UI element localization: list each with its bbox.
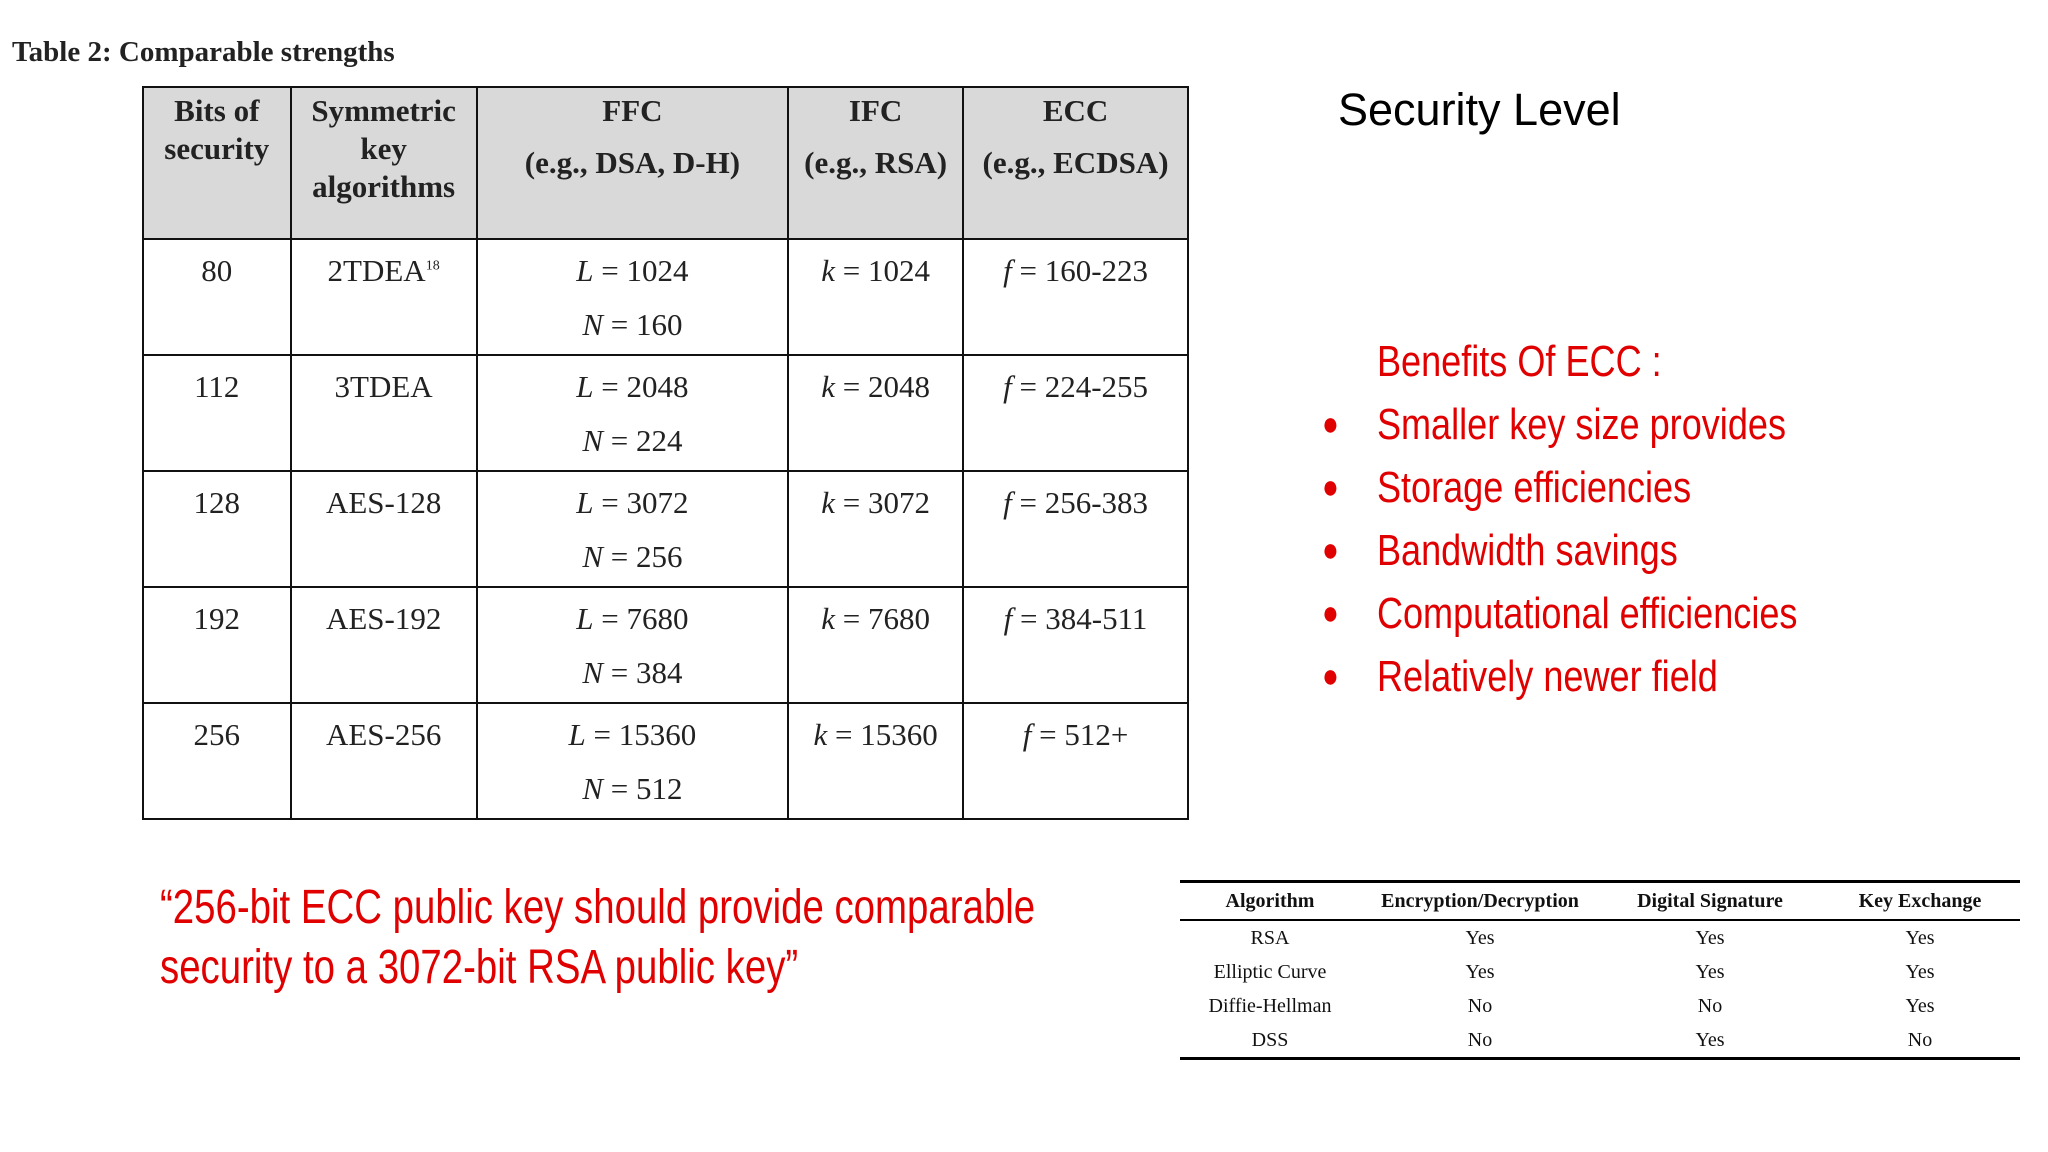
algos-header-signature: Digital Signature bbox=[1600, 882, 1820, 921]
algos-row bbox=[1180, 920, 2020, 955]
cell-bits: 80 bbox=[143, 239, 291, 355]
algos-cell: No bbox=[1907, 1028, 1933, 1051]
cell-bits: 192 bbox=[143, 587, 291, 703]
algos-row bbox=[1180, 955, 2020, 989]
algos-cell: Yes bbox=[1695, 926, 1725, 949]
algorithm-support-table bbox=[1180, 880, 2020, 1060]
algos-header-row bbox=[1180, 882, 2020, 921]
quote-line-2: security to a 3072-bit RSA public key” bbox=[160, 941, 799, 994]
cell-ifc: k = 15360 bbox=[788, 703, 963, 819]
algos-cell: DSS bbox=[1251, 1028, 1289, 1051]
algos-header-algorithm: Algorithm bbox=[1180, 882, 1360, 921]
benefit-text: Smaller key size provides bbox=[1376, 400, 1787, 449]
cell-symmetric: 2TDEA$^{18}$ bbox=[291, 239, 477, 355]
benefits-of-ecc bbox=[1322, 330, 1797, 708]
benefits-list bbox=[1322, 393, 1797, 708]
table-caption: Table 2: Comparable strengths bbox=[12, 36, 395, 68]
quote-line-1: “256-bit ECC public key should provide comparable bbox=[160, 881, 1036, 934]
cell-ffc: L = 7680 N = 384 bbox=[477, 587, 788, 703]
strengths-row bbox=[143, 703, 1188, 819]
header-symmetric: Symmetric key algorithms bbox=[291, 87, 477, 239]
cell-ffc: L = 1024 N = 160 bbox=[477, 239, 788, 355]
cell-ecc: f = 224-255 bbox=[963, 355, 1188, 471]
benefit-text: Storage efficiencies bbox=[1376, 463, 1692, 512]
bullet-icon: ● bbox=[1322, 531, 1339, 569]
bullet-icon: ● bbox=[1322, 657, 1339, 695]
ecc-rsa-quote bbox=[160, 878, 1035, 998]
strengths-header-row bbox=[143, 87, 1188, 239]
benefit-item bbox=[1322, 582, 1797, 645]
algos-cell: Elliptic Curve bbox=[1213, 960, 1327, 983]
algos-cell: Yes bbox=[1465, 926, 1495, 949]
benefits-heading: Benefits Of ECC : bbox=[1376, 337, 1662, 386]
benefit-text: Computational efficiencies bbox=[1376, 589, 1798, 638]
algos-cell: No bbox=[1467, 1028, 1493, 1051]
algos-cell: Diffie-Hellman bbox=[1208, 994, 1332, 1017]
strengths-row bbox=[143, 587, 1188, 703]
algos-cell: Yes bbox=[1695, 1028, 1725, 1051]
benefit-text: Bandwidth savings bbox=[1376, 526, 1678, 575]
algos-row bbox=[1180, 1023, 2020, 1059]
benefit-item bbox=[1322, 456, 1797, 519]
cell-symmetric: AES-256 bbox=[291, 703, 477, 819]
cell-ecc: f = 384-511 bbox=[963, 587, 1188, 703]
cell-ffc: L = 3072 N = 256 bbox=[477, 471, 788, 587]
benefit-text: Relatively newer field bbox=[1376, 652, 1718, 701]
bullet-icon: ● bbox=[1322, 468, 1339, 506]
algos-cell: Yes bbox=[1465, 960, 1495, 983]
strengths-row bbox=[143, 355, 1188, 471]
cell-bits: 256 bbox=[143, 703, 291, 819]
benefit-item bbox=[1322, 645, 1797, 708]
cell-ifc: k = 7680 bbox=[788, 587, 963, 703]
comparable-strengths-table bbox=[142, 86, 1189, 820]
algos-row bbox=[1180, 989, 2020, 1023]
bullet-icon: ● bbox=[1322, 594, 1339, 632]
algos-cell: No bbox=[1697, 994, 1723, 1017]
cell-symmetric: AES-128 bbox=[291, 471, 477, 587]
benefit-item bbox=[1322, 519, 1797, 582]
cell-ifc: k = 3072 bbox=[788, 471, 963, 587]
cell-ifc: k = 1024 bbox=[788, 239, 963, 355]
header-ffc: FFC (e.g., DSA, D-H) bbox=[477, 87, 788, 239]
header-bits: Bits of security bbox=[143, 87, 291, 239]
cell-ffc: L = 2048 N = 224 bbox=[477, 355, 788, 471]
cell-ffc: L = 15360 N = 512 bbox=[477, 703, 788, 819]
benefit-item bbox=[1322, 393, 1797, 456]
algos-cell: Yes bbox=[1905, 926, 1935, 949]
strengths-row bbox=[143, 239, 1188, 355]
cell-ifc: k = 2048 bbox=[788, 355, 963, 471]
cell-symmetric: 3TDEA bbox=[291, 355, 477, 471]
header-ifc: IFC (e.g., RSA) bbox=[788, 87, 963, 239]
security-level-title: Security Level bbox=[1338, 84, 1621, 135]
algos-cell: No bbox=[1467, 994, 1493, 1017]
algos-cell: Yes bbox=[1905, 994, 1935, 1017]
cell-symmetric: AES-192 bbox=[291, 587, 477, 703]
cell-ecc: f = 160-223 bbox=[963, 239, 1188, 355]
strengths-row bbox=[143, 471, 1188, 587]
cell-bits: 112 bbox=[143, 355, 291, 471]
cell-bits: 128 bbox=[143, 471, 291, 587]
algos-header-encryption: Encryption/Decryption bbox=[1360, 882, 1600, 921]
bullet-icon: ● bbox=[1322, 405, 1339, 443]
algos-header-key-exchange: Key Exchange bbox=[1820, 882, 2020, 921]
algos-cell: Yes bbox=[1695, 960, 1725, 983]
algos-cell: Yes bbox=[1905, 960, 1935, 983]
cell-ecc: f = 512+ bbox=[963, 703, 1188, 819]
algos-cell: RSA bbox=[1250, 926, 1290, 949]
cell-ecc: f = 256-383 bbox=[963, 471, 1188, 587]
header-ecc: ECC (e.g., ECDSA) bbox=[963, 87, 1188, 239]
